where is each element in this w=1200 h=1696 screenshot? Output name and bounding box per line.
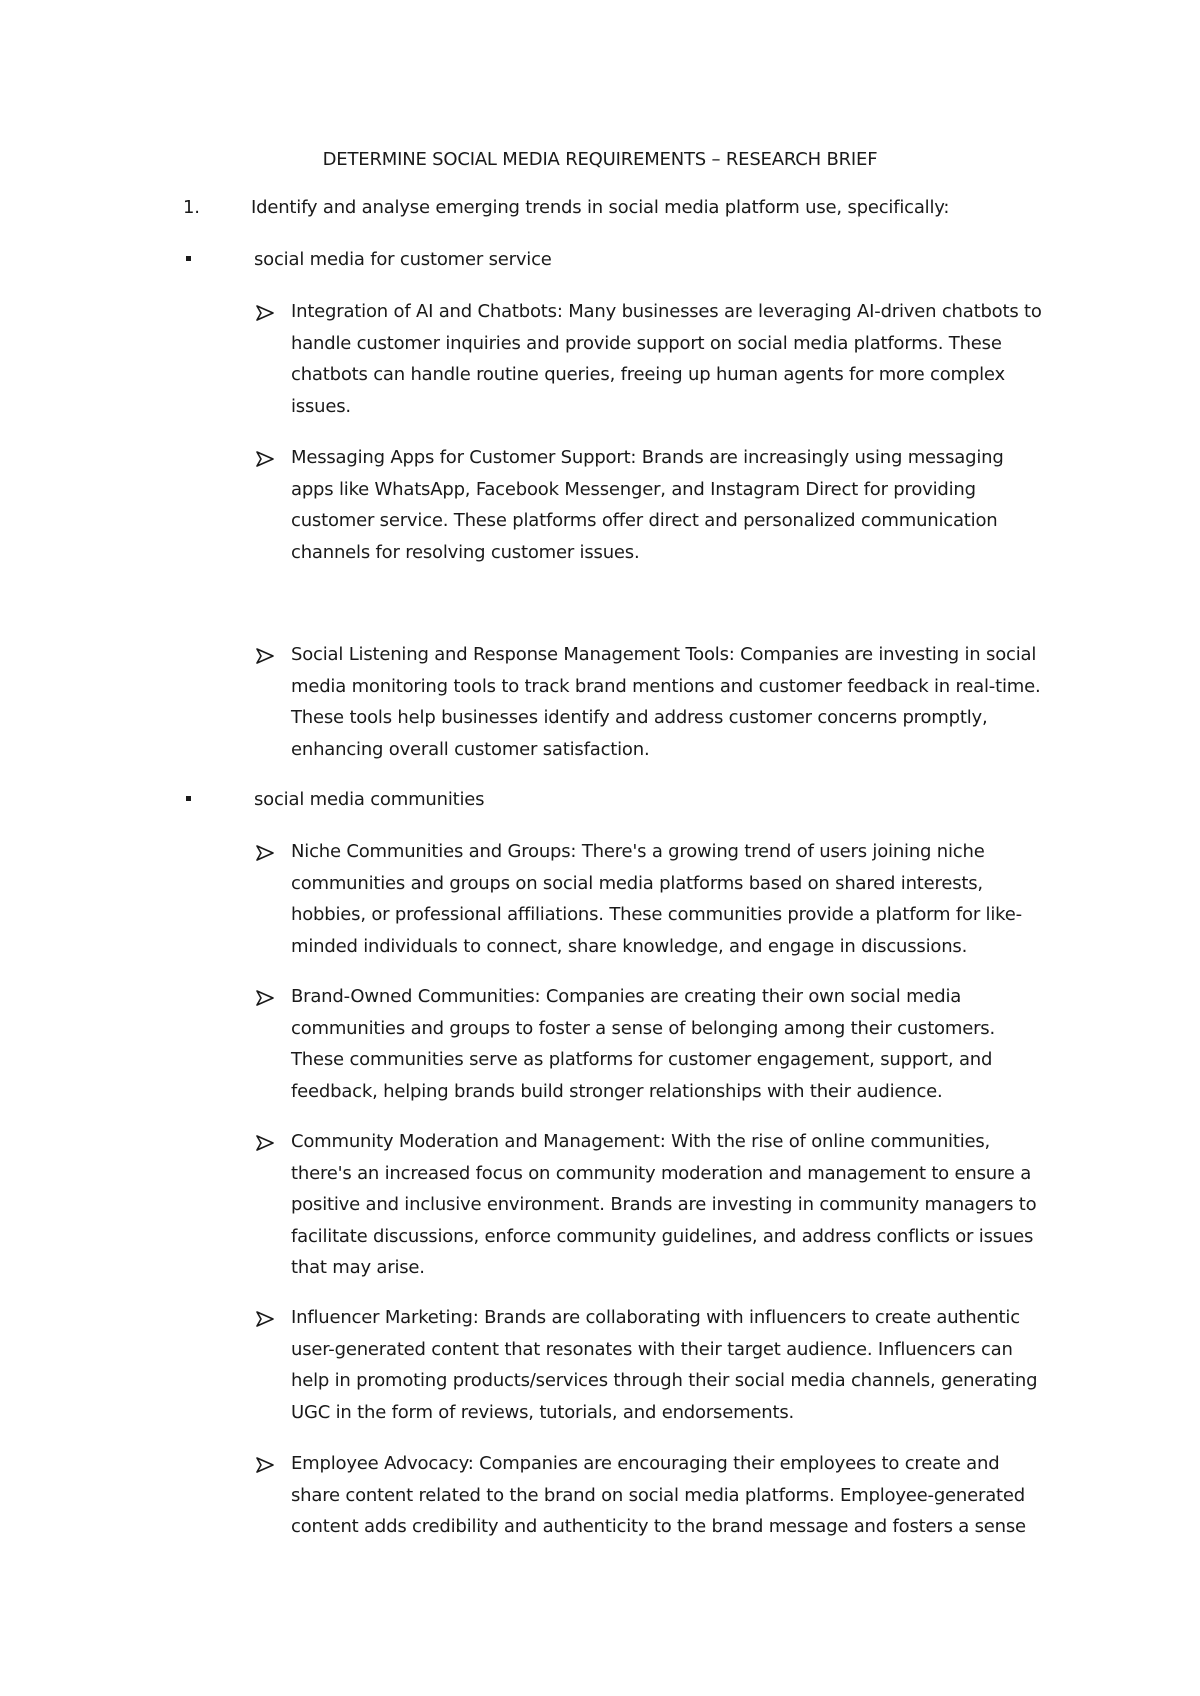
item-line: positive and inclusive environment. Brands are investing in community managers to xyxy=(291,1194,1037,1215)
item-line: user-generated content that resonates with their target audience. Influencers can xyxy=(291,1338,1013,1360)
square-bullet-icon xyxy=(186,256,191,261)
arrowhead-bullet-icon xyxy=(255,303,275,323)
item-line: that may arise. xyxy=(291,1257,425,1278)
item-line: issues. xyxy=(291,395,351,417)
item-line: These tools help businesses identify and address customer concerns promptly, xyxy=(291,707,988,728)
item-line: Niche Communities and Groups: There's a growing trend of users joining niche xyxy=(291,841,985,862)
item-line: Employee Advocacy: Companies are encouraging their employees to create and xyxy=(291,1453,1000,1474)
item-line: facilitate discussions, enforce community guidelines, and address conflicts or issues xyxy=(291,1225,1034,1247)
item-line: hobbies, or professional affiliations. These communities provide a platform for like- xyxy=(291,904,1022,925)
arrowhead-bullet-icon xyxy=(255,1455,275,1475)
item-line: help in promoting products/services through their social media channels, generating xyxy=(291,1370,1038,1391)
document-page: DETERMINE SOCIAL MEDIA REQUIREMENTS – RESEARCH BRIEF 1. Identify and analyse emerging trends in social media platform use, specifically: social media for customer service Integration of AI and Chatbots: Many businesses are leveraging AI-driven chatbots to handle customer inquiries and provide support on social media platforms. These chatbots can handle routine queries, freeing up human agents for more complex issues. Messaging Apps for Customer Support: Brands are increasingly using messaging apps like WhatsApp, Facebook Messenger, and Instagram Direct for providing customer service. These platforms offer direct and personalized communication channels for resolving customer issues. Social Listening and Response Management Tools: Companies are investing in social media monitoring tools to track brand mentions and customer feedback in real-time. These tools help businesses identify and address customer concerns promptly, enhancing overall customer satisfaction. social media communities Niche Communities and Groups: There's a growing trend of users joining niche communities and groups on social media platforms based on shared interests, hobbies, or professional affiliations. These communities provide a platform for like- minded individuals to connect, share knowledge, and engage in discussions. Brand-Owned Communities: Companies are creating their own social media communities and groups to foster a sense of belonging among their customers. These communities serve as platforms for customer engagement, support, and feedback, helping brands build stronger relationships with their audience. Community Moderation and Management: With the rise of online communities, there's an increased focus on community moderation and management to ensure a positive and inclusive environment. Brands are investing in community managers to facilitate discussions, enforce community guidelines, and address conflicts or issues that may arise. Influencer Marketing: Brands are collaborating with influencers to create authentic user-generated content that resonates with their target audience. Influencers can help in promoting products/services through their social media channels, generating UGC in the form of reviews, tutorials, and endorsements. Employee Advocacy: Companies are encouraging their employees to create and share content related to the brand on social media platforms. Employee-generated content adds credibility and authenticity to the brand message and fosters a sense xyxy=(0,0,1200,1696)
arrowhead-bullet-icon xyxy=(255,843,275,863)
arrowhead-bullet-icon xyxy=(255,449,275,469)
item-line: media monitoring tools to track brand mentions and customer feedback in real-time. xyxy=(291,675,1041,697)
item-line: Messaging Apps for Customer Support: Brands are increasingly using messaging xyxy=(291,447,1004,468)
item-line: apps like WhatsApp, Facebook Messenger, and Instagram Direct for providing xyxy=(291,478,976,500)
item-line: communities and groups on social media platforms based on shared interests, xyxy=(291,872,983,894)
item-line: Brand-Owned Communities: Companies are creating their own social media xyxy=(291,986,962,1007)
item-line: channels for resolving customer issues. xyxy=(291,541,640,563)
item-line: customer service. These platforms offer direct and personalized communication xyxy=(291,510,998,531)
arrowhead-bullet-icon xyxy=(255,1133,275,1153)
item-line: share content related to the brand on social media platforms. Employee-generated xyxy=(291,1484,1025,1506)
arrowhead-bullet-icon xyxy=(255,1309,275,1329)
item-line: UGC in the form of reviews, tutorials, and endorsements. xyxy=(291,1401,795,1423)
item-line: communities and groups to foster a sense of belonging among their customers. xyxy=(291,1017,995,1039)
item-line: Integration of AI and Chatbots: Many businesses are leveraging AI-driven chatbots to xyxy=(291,301,1042,322)
item-text: Identify and analyse emerging trends in social media platform use, specifically: xyxy=(251,197,950,218)
arrowhead-bullet-icon xyxy=(255,646,275,666)
item-line: there's an increased focus on community moderation and management to ensure a xyxy=(291,1162,1032,1184)
document-title: DETERMINE SOCIAL MEDIA REQUIREMENTS – RESEARCH BRIEF xyxy=(322,149,878,170)
item-line: handle customer inquiries and provide support on social media platforms. These xyxy=(291,332,1002,354)
item-line: chatbots can handle routine queries, freeing up human agents for more complex xyxy=(291,364,1005,385)
item-line: Social Listening and Response Management Tools: Companies are investing in social xyxy=(291,644,1037,665)
item-line: Influencer Marketing: Brands are collaborating with influencers to create authentic xyxy=(291,1307,1020,1328)
item-line: feedback, helping brands build stronger relationships with their audience. xyxy=(291,1080,943,1102)
item-line: minded individuals to connect, share knowledge, and engage in discussions. xyxy=(291,935,968,957)
item-number: 1. xyxy=(183,197,200,218)
arrowhead-bullet-icon xyxy=(255,988,275,1008)
item-line: These communities serve as platforms for customer engagement, support, and xyxy=(291,1049,993,1070)
item-line: enhancing overall customer satisfaction. xyxy=(291,738,650,760)
square-bullet-icon xyxy=(186,796,191,801)
item-line: content adds credibility and authenticity to the brand message and fosters a sense xyxy=(291,1516,1026,1537)
item-line: Community Moderation and Management: With the rise of online communities, xyxy=(291,1131,991,1152)
